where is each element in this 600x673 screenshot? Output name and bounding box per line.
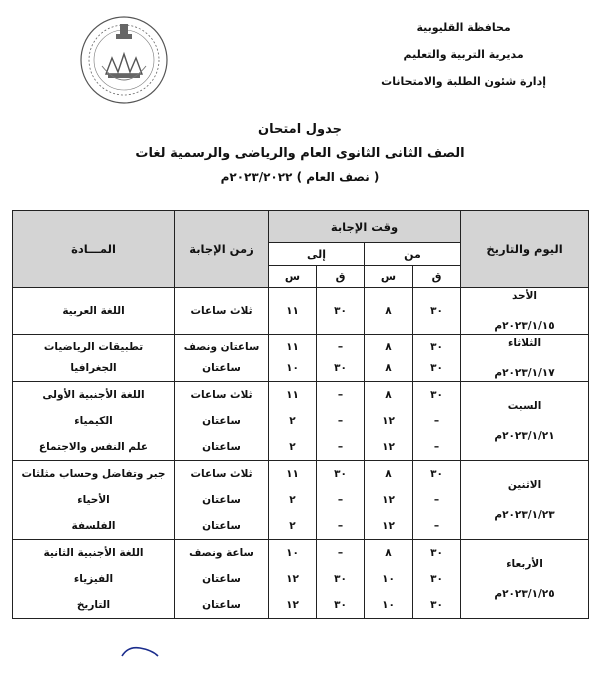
to-hour-cell — [269, 288, 317, 335]
schedule-row — [13, 461, 589, 540]
to-hour-value: ١٢ — [286, 599, 299, 611]
schedule-row — [13, 382, 589, 461]
from-hour-value: ١٢ — [382, 520, 395, 532]
from-hour-value: ٨ — [385, 304, 392, 317]
exam-schedule-table — [12, 210, 589, 619]
duration-value: ساعتان — [202, 494, 241, 506]
to-hour-value: ٢ — [289, 494, 296, 506]
day-name: الأربعاء — [506, 558, 543, 570]
from-minute-value: – — [433, 520, 440, 532]
schedule-row — [13, 288, 589, 335]
from-hour-cell — [365, 382, 413, 461]
to-hour-cell — [269, 335, 317, 382]
from-minute-cell — [413, 540, 461, 619]
to-minute-cell — [317, 382, 365, 461]
to-minute-value: – — [337, 520, 344, 532]
to-hour-value: ١١ — [286, 389, 299, 401]
to-min-header: ق — [317, 266, 365, 288]
duration-value: ثلاث ساعات — [190, 389, 253, 401]
duration-cell — [175, 335, 269, 382]
to-hour-value: ١١ — [286, 341, 299, 353]
exam-date: ٢٠٢٣/١/٢٥م — [494, 588, 555, 600]
from-minute-cell — [413, 335, 461, 382]
duration-value: ساعتان — [202, 441, 241, 453]
duration-value: ساعتان ونصف — [183, 341, 260, 353]
day-name: الاثنين — [507, 479, 542, 491]
subject-header: المـــادة — [13, 211, 175, 288]
day-name: الأحد — [511, 290, 538, 302]
day-date-header: اليوم والتاريخ — [461, 211, 589, 288]
day-date-cell — [461, 461, 589, 540]
from-hour-header: س — [365, 266, 413, 288]
duration-value: ساعتان — [202, 573, 241, 585]
subject-value: الفيزياء — [73, 573, 114, 585]
from-hour-value: ١٠ — [382, 573, 395, 585]
to-hour-value: ١٠ — [286, 547, 299, 559]
duration-cell — [175, 382, 269, 461]
duration-cell — [175, 288, 269, 335]
to-minute-value: ٣٠ — [334, 573, 347, 585]
to-minute-value: – — [337, 494, 344, 506]
from-min-header: ق — [413, 266, 461, 288]
to-hour-value: ١٠ — [286, 362, 299, 374]
to-hour-value: ٢ — [289, 415, 296, 427]
department-name: إدارة شئون الطلبة والامتحانات — [381, 75, 546, 88]
to-minute-value: – — [337, 441, 344, 453]
subject-value: التاريخ — [76, 599, 111, 611]
from-hour-value: ١٢ — [382, 441, 395, 453]
to-minute-cell — [317, 288, 365, 335]
to-hour-cell — [269, 540, 317, 619]
duration-value: ساعتان — [202, 599, 241, 611]
day-date-cell — [461, 288, 589, 335]
duration-cell — [175, 540, 269, 619]
from-minute-cell — [413, 382, 461, 461]
to-hour-value: ١١ — [286, 468, 299, 480]
from-minute-cell — [413, 461, 461, 540]
to-minute-cell — [317, 540, 365, 619]
answer-time-header: وقت الإجابة — [269, 211, 461, 243]
to-minute-value: ٣٠ — [334, 304, 347, 317]
to-hour-value: ١١ — [286, 304, 299, 317]
to-hour-value: ٢ — [289, 441, 296, 453]
from-minute-value: ٣٠ — [430, 389, 443, 401]
to-hour-value: ١٢ — [286, 573, 299, 585]
term-title: ( نصف العام ) ٢٠٢٣/٢٠٢٢م — [220, 170, 380, 184]
from-minute-cell — [413, 288, 461, 335]
subject-cell — [13, 461, 175, 540]
schedule-row — [13, 540, 589, 619]
subject-value: الكيمياء — [74, 415, 113, 427]
subject-value: تطبيقات الرياضيات — [43, 341, 144, 353]
day-date-cell — [461, 335, 589, 382]
from-hour-cell — [365, 288, 413, 335]
document-header — [381, 14, 546, 95]
from-hour-cell — [365, 461, 413, 540]
to-hour-header: س — [269, 266, 317, 288]
exam-titles — [0, 118, 600, 188]
duration-cell — [175, 461, 269, 540]
from-minute-value: ٣٠ — [430, 573, 443, 585]
duration-value: ساعتان — [202, 415, 241, 427]
from-minute-value: – — [433, 441, 440, 453]
day-name: السبت — [507, 400, 542, 412]
exam-date: ٢٠٢٣/١/٢١م — [494, 430, 555, 442]
subject-value: الفلسفة — [71, 520, 116, 532]
to-hour-cell — [269, 382, 317, 461]
from-hour-cell — [365, 540, 413, 619]
duration-value: ثلاث ساعات — [190, 468, 253, 480]
from-hour-value: ١٢ — [382, 415, 395, 427]
from-minute-value: ٣٠ — [430, 341, 443, 353]
from-hour-value: ٨ — [385, 547, 392, 559]
from-minute-value: – — [433, 494, 440, 506]
to-header: إلى — [269, 243, 365, 266]
duration-value: ساعتان — [202, 362, 241, 374]
from-minute-value: ٣٠ — [430, 599, 443, 611]
from-hour-value: ٨ — [385, 468, 392, 480]
to-minute-cell — [317, 461, 365, 540]
from-header: من — [365, 243, 461, 266]
to-minute-cell — [317, 335, 365, 382]
subject-cell — [13, 382, 175, 461]
to-hour-value: ٢ — [289, 520, 296, 532]
duration-header: زمن الإجابة — [175, 211, 269, 288]
from-minute-value: ٣٠ — [430, 468, 443, 480]
duration-value: ساعة ونصف — [189, 547, 254, 559]
directorate-name: مديرية التربية والتعليم — [403, 48, 524, 61]
subject-value: اللغة الأجنبية الثانية — [43, 547, 144, 559]
schedule-title: جدول امتحان — [258, 122, 342, 137]
to-minute-value: – — [337, 389, 344, 401]
from-hour-value: ٨ — [385, 341, 392, 353]
from-hour-value: ٨ — [385, 389, 392, 401]
signature-scribble-icon — [118, 644, 162, 660]
to-hour-cell — [269, 461, 317, 540]
exam-date: ٢٠٢٣/١/٢٣م — [494, 509, 555, 521]
from-minute-value: ٣٠ — [430, 304, 443, 317]
exam-date: ٢٠٢٣/١/١٧م — [494, 367, 555, 379]
governorate-name: محافظة القليوبية — [416, 21, 511, 34]
subject-value: اللغة الأجنبية الأولى — [42, 389, 145, 401]
day-date-cell — [461, 540, 589, 619]
day-name: الثلاثاء — [507, 337, 542, 349]
exam-date: ٢٠٢٣/١/١٥م — [494, 320, 555, 332]
from-minute-value: ٣٠ — [430, 547, 443, 559]
subject-value: اللغة العربية — [62, 304, 125, 317]
duration-value: ساعتان — [202, 520, 241, 532]
to-minute-value: – — [337, 415, 344, 427]
subject-cell — [13, 540, 175, 619]
ministry-seal-icon — [78, 14, 170, 106]
duration-value: ثلاث ساعات — [190, 304, 253, 317]
from-minute-value: – — [433, 415, 440, 427]
subject-value: جبر وتفاضل وحساب مثلثات — [21, 468, 166, 480]
subject-cell — [13, 288, 175, 335]
subject-cell — [13, 335, 175, 382]
to-minute-value: ٣٠ — [334, 599, 347, 611]
from-hour-value: ١٢ — [382, 494, 395, 506]
subject-value: الأحياء — [77, 494, 110, 506]
from-hour-value: ١٠ — [382, 599, 395, 611]
to-minute-value: – — [337, 341, 344, 353]
day-date-cell — [461, 382, 589, 461]
to-minute-value: ٣٠ — [334, 362, 347, 374]
schedule-row — [13, 335, 589, 382]
from-hour-cell — [365, 335, 413, 382]
grade-title: الصف الثانى الثانوى العام والرياضى والرسمية لغات — [135, 146, 465, 161]
to-minute-value: ٣٠ — [334, 468, 347, 480]
subject-value: علم النفس والاجتماع — [38, 441, 149, 453]
from-hour-value: ٨ — [385, 362, 392, 374]
from-minute-value: ٣٠ — [430, 362, 443, 374]
subject-value: الجغرافيا — [70, 362, 117, 374]
to-minute-value: – — [337, 547, 344, 559]
